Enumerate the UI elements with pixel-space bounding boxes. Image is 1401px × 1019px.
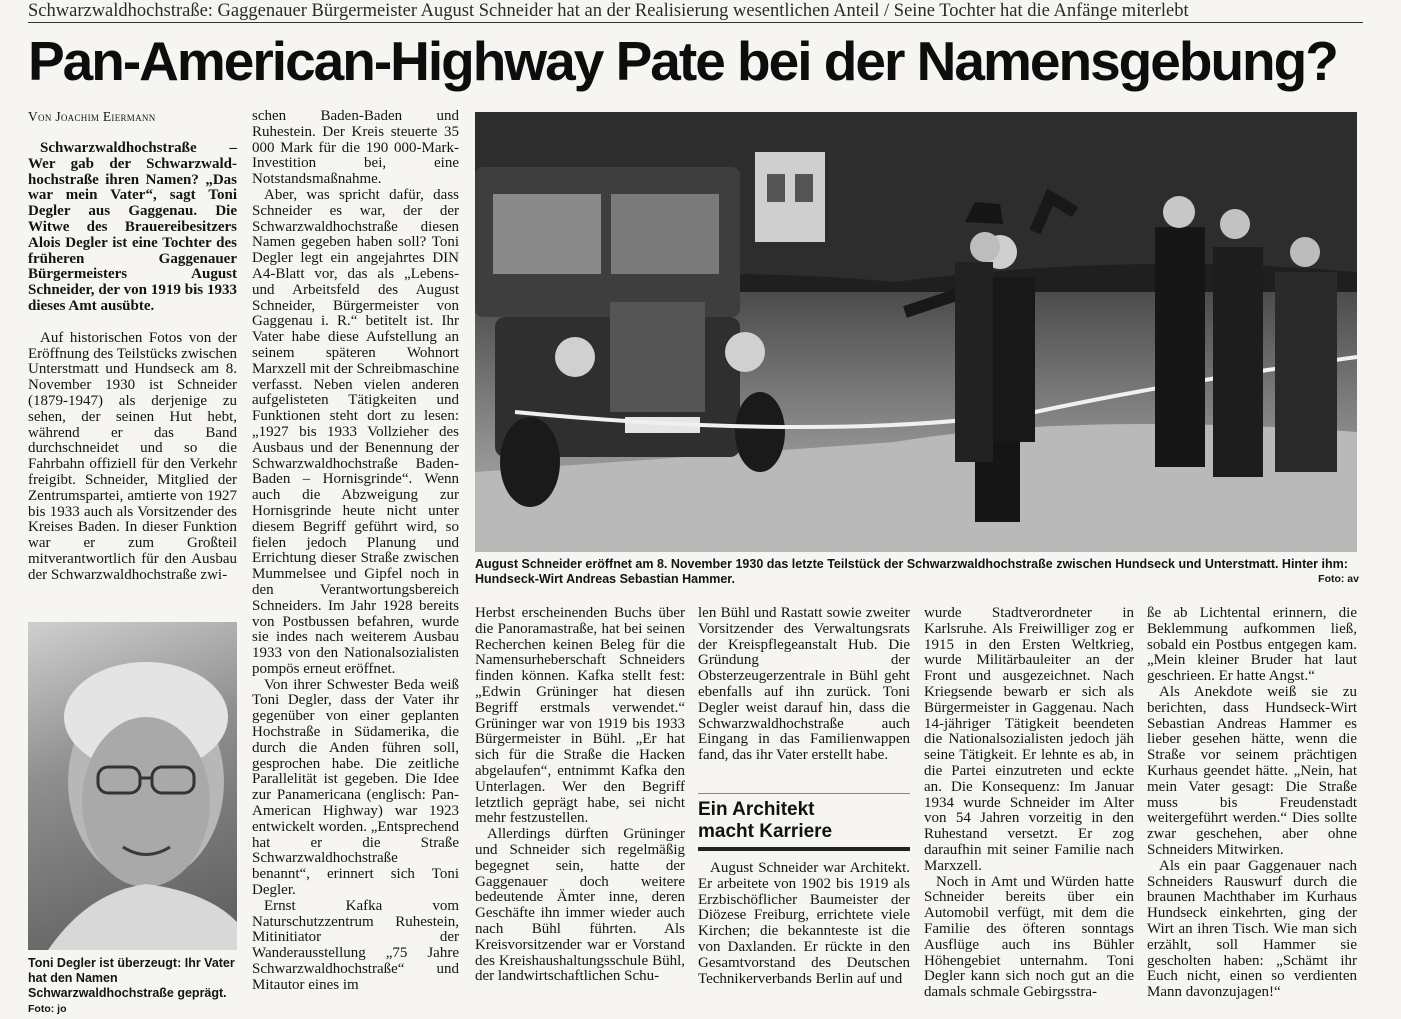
subhead: Ein Architekt macht Karriere <box>698 799 833 842</box>
subhead-rule-top <box>698 793 910 794</box>
paragraph: Von ihrer Schwester Beda weiß Toni Degler, dass der Vater ihr gegenüber von einer geplanten Hochstraße in Südamerika, die durch die Anden führen soll, gesprochen habe. Die zeitliche Parallelität ist gegeben. Die Idee zur Panamericana (englisch: Pan-American Highway) war 1923 entwickelt worden. „Entsprechend hat er die Straße Schwarzwaldhochstraße benannt“, erinnert sich Toni Degler. <box>252 676 460 899</box>
paragraph: schen Baden-Baden und Ruhestein. Der Kreis steuerte 35 000 Mark für die 190 000-Mark-Investition bei, eine Notstandsmaßnahme. <box>252 108 459 188</box>
column-3 <box>475 606 685 985</box>
kicker-line: Schwarzwaldhochstraße: Gaggenauer Bürgermeister August Schneider hat an der Realisierung wesentlichen Anteil / Seine Tochter hat die Anfänge miterlebt <box>28 0 1363 23</box>
portrait-caption <box>28 956 240 1017</box>
ceremony-illustration <box>475 112 1357 552</box>
column-6 <box>1147 606 1357 1001</box>
paragraph: Noch in Amt und Würden hatte Schneider bereits über ein Automobil verfügt, mit dem die Familie des öfteren sonntags Ausflüge auch ins Bühler Höhengebiet unternahm. Toni Degler kann sich noch gut an die damals schmale Gebirgsstra- <box>924 873 1134 1001</box>
paragraph: Als ein paar Gaggenauer nach Schneiders Rauswurf durch die braunen Machthaber im Kurhaus Hundseck einkehrten, ging der Wirt an ihren Tisch. Wie man sich erzählt, soll Hammer sie gescholten haben: „Schämt ihr Euch nicht, einen so verdienten Mann davonzujagen!“ <box>1147 857 1357 1001</box>
paragraph: Herbst erscheinenden Buchs über die Panoramastraße, hat bei seinen Recherchen keinen Beleg für die Namensurheberschaft Schneiders finden können. Kafka stellt fest: „Edwin Grüninger hat diesen Begriff erstmals verwendet.“ Grüninger war von 1919 bis 1933 Bürgermeister in Bühl. „Er hat sich für die Straße die Hacken abgelaufen“, entnimmt Kafka den Unterlagen. Wer den Begriff letztlich geprägt habe, sei nicht mehr festzustellen. <box>475 605 685 827</box>
paragraph: August Schneider war Architekt. Er arbeitete von 1902 bis 1919 als Erzbischöflicher Baumeister der Diözese Freiburg, errichtete viele Kirchen; die bekannteste ist die von Daxlanden. Er rückte in den Gesamtvorstand des Deutschen Technikerverbands Berlin auf und <box>698 860 910 987</box>
paragraph: Als Anekdote weiß sie zu berichten, dass Hundseck-Wirt Sebastian Andreas Hammer es lieber gesehen hätte, wenn die Straße vor seinem prächtigen Kurhaus geendet hätte. „Nein, hat mein Vater gesagt: Die Straße muss bis Freudenstadt weitergeführt werden.“ Dies sollte zwar geschehen, aber ohne Schneiders Mitwirken. <box>1147 683 1357 858</box>
column-4-continued <box>698 861 910 987</box>
portrait-photo <box>28 622 237 950</box>
subhead-rule-bottom <box>698 847 910 851</box>
paragraph: Aber, was spricht dafür, dass Schneider es war, der der Schwarzwaldhochstraße diesen Namen gegeben haben soll? Toni Degler legt ein angejahrtes DIN A4-Blatt vor, das als „Lebens- und Arbeitsfeld des August Schneider, Bürgermeister von Gaggenau i. R.“ betitelt ist. Ihr Vater habe diese Aufstellung an seinem späteren Wohnort Marxzell mit der Schreibmaschine verfasst. Neben vielen anderen aufgelisteten Tätigkeiten und Funktionen steht dort zu lesen: „1927 bis 1933 Vollzieher des Ausbaus und der Benennung der Schwarzwaldhochstraße Baden-Baden – Hornisgrinde“. Wenn auch die Abzweigung zur Hornisgrinde heute nicht unter diesem Begriff geführt wird, so fielen jedoch Planung und Errichtung dieser Straße zwischen Mummelsee und Gipfel noch in den Verantwortungsbereich Schneiders. Im Jahr 1928 bereits von Postbussen befahren, wurde sie indes nach weiterem Ausbau 1933 von den Nationalsozialisten pompös erneut eröffnet. <box>252 186 460 677</box>
main-photo-credit: Foto: av <box>1318 573 1359 585</box>
main-photo-caption-text: August Schneider eröffnet am 8. November 1930 das letzte Teilstück der Schwarzwaldhochstraße zwischen Hundseck und Unterstmatt. Hinter ihm: Hundseck-Wirt Andreas Sebastian Hammer. <box>475 557 1348 586</box>
paragraph: Ernst Kafka vom Naturschutzzentrum Ruhestein, Mitinitiator der Wanderausstellung „75 Jahre Schwarzwaldhochstraße“ und Mitautor eines im <box>252 897 459 993</box>
column-1 <box>28 141 237 584</box>
paragraph: wurde Stadtverordneter in Karlsruhe. Als Freiwilliger zog er 1915 in den Ersten Weltkrieg, wurde Militärbauleiter an der Front und ausgezeichnet. Nach Kriegsende bewarb er sich als Bürgermeister in Gaggenau. Nach 14-jähriger Tätigkeit beendeten die Nationalsozialisten jedoch jäh seine Tätigkeit. Er lehnte es ab, in die Partei einzutreten und eckte an. Die Konsequenz: Im Januar 1934 wurde Schneider im Alter von 54 Jahren vorzeitig in den Ruhestand versetzt. Er zog daraufhin mit seiner Familie nach Marxzell. <box>924 605 1134 874</box>
main-photo-caption <box>475 557 1359 587</box>
paragraph: Auf historischen Fotos von der Eröffnung des Teilstücks zwischen Unterstmatt und Hundseck am 8. November 1930 ist Schneider (1879-1947) als derjenige zu sehen, der seinen Hut hebt, während er das Band durchschneidet und so die Fahrbahn offiziell für den Verkehr freigibt. Schneider, Mitglied der Zentrumspartei, amtierte von 1927 bis 1933 auch als Vorsitzender des Kreises Baden. In dieser Funktion war er zum Großteil mitverantwortlich für den Ausbau der Schwarzwaldhochstraße zwi- <box>28 329 237 583</box>
paragraph: ße ab Lichtental erinnern, die Beklemmung aufkommen ließ, sobald ein Postbus entgegen kam. „Mein kleiner Bruder hat laut geschrieen. Er hatte Angst.“ <box>1147 605 1357 685</box>
portrait-credit: Foto: jo <box>28 1003 67 1015</box>
column-4 <box>698 606 910 764</box>
portrait-illustration <box>28 622 237 950</box>
byline: Von Joachim Eiermann <box>28 109 156 124</box>
column-5 <box>924 606 1134 1001</box>
lead-paragraph: Schwarzwaldhochstraße – Wer gab der Schwarzwald-hochstraße ihren Namen? „Das war mein Vater“, sagt Toni Degler aus Gaggenau. Die Witwe des Brauereibesitzers Alois Degler ist eine Tochter des früheren Gaggenauer Bürgermeisters August Schneider, der von 1919 bis 1933 dieses Amt ausübte. <box>28 140 237 314</box>
portrait-caption-text: Toni Degler ist überzeugt: Ihr Vater hat den Namen Schwarzwaldhochstraße geprägt. <box>28 956 235 1000</box>
paragraph: len Bühl und Rastatt sowie zweiter Vorsitzender des Verwaltungsrats der Kreispflegeanstalt Hub. Die Gründung der Obsterzeugerzentrale in Bühl geht ebenfalls auf ihn zurück. Toni Degler weist darauf hin, dass die Schwarzwaldhochstraße auch Eingang in das Familienwappen fand, das ihr Vater erstellt habe. <box>698 605 910 764</box>
paragraph: Allerdings dürften Grüninger und Schneider sich regelmäßig begegnet sein, hatte der Gaggenauer doch weitere bedeutende Ämter inne, deren Geschäfte ihn immer wieder auch nach Bühl führten. Als Kreisvorsitzender war er Vorstand des Kreishaushaltungsschule Bühl, der landwirtschaftlichen Schu- <box>475 826 685 985</box>
column-2 <box>252 109 459 994</box>
main-photo <box>475 112 1357 552</box>
headline: Pan-American-Highway Pate bei der Namensgebung? <box>28 30 1337 92</box>
